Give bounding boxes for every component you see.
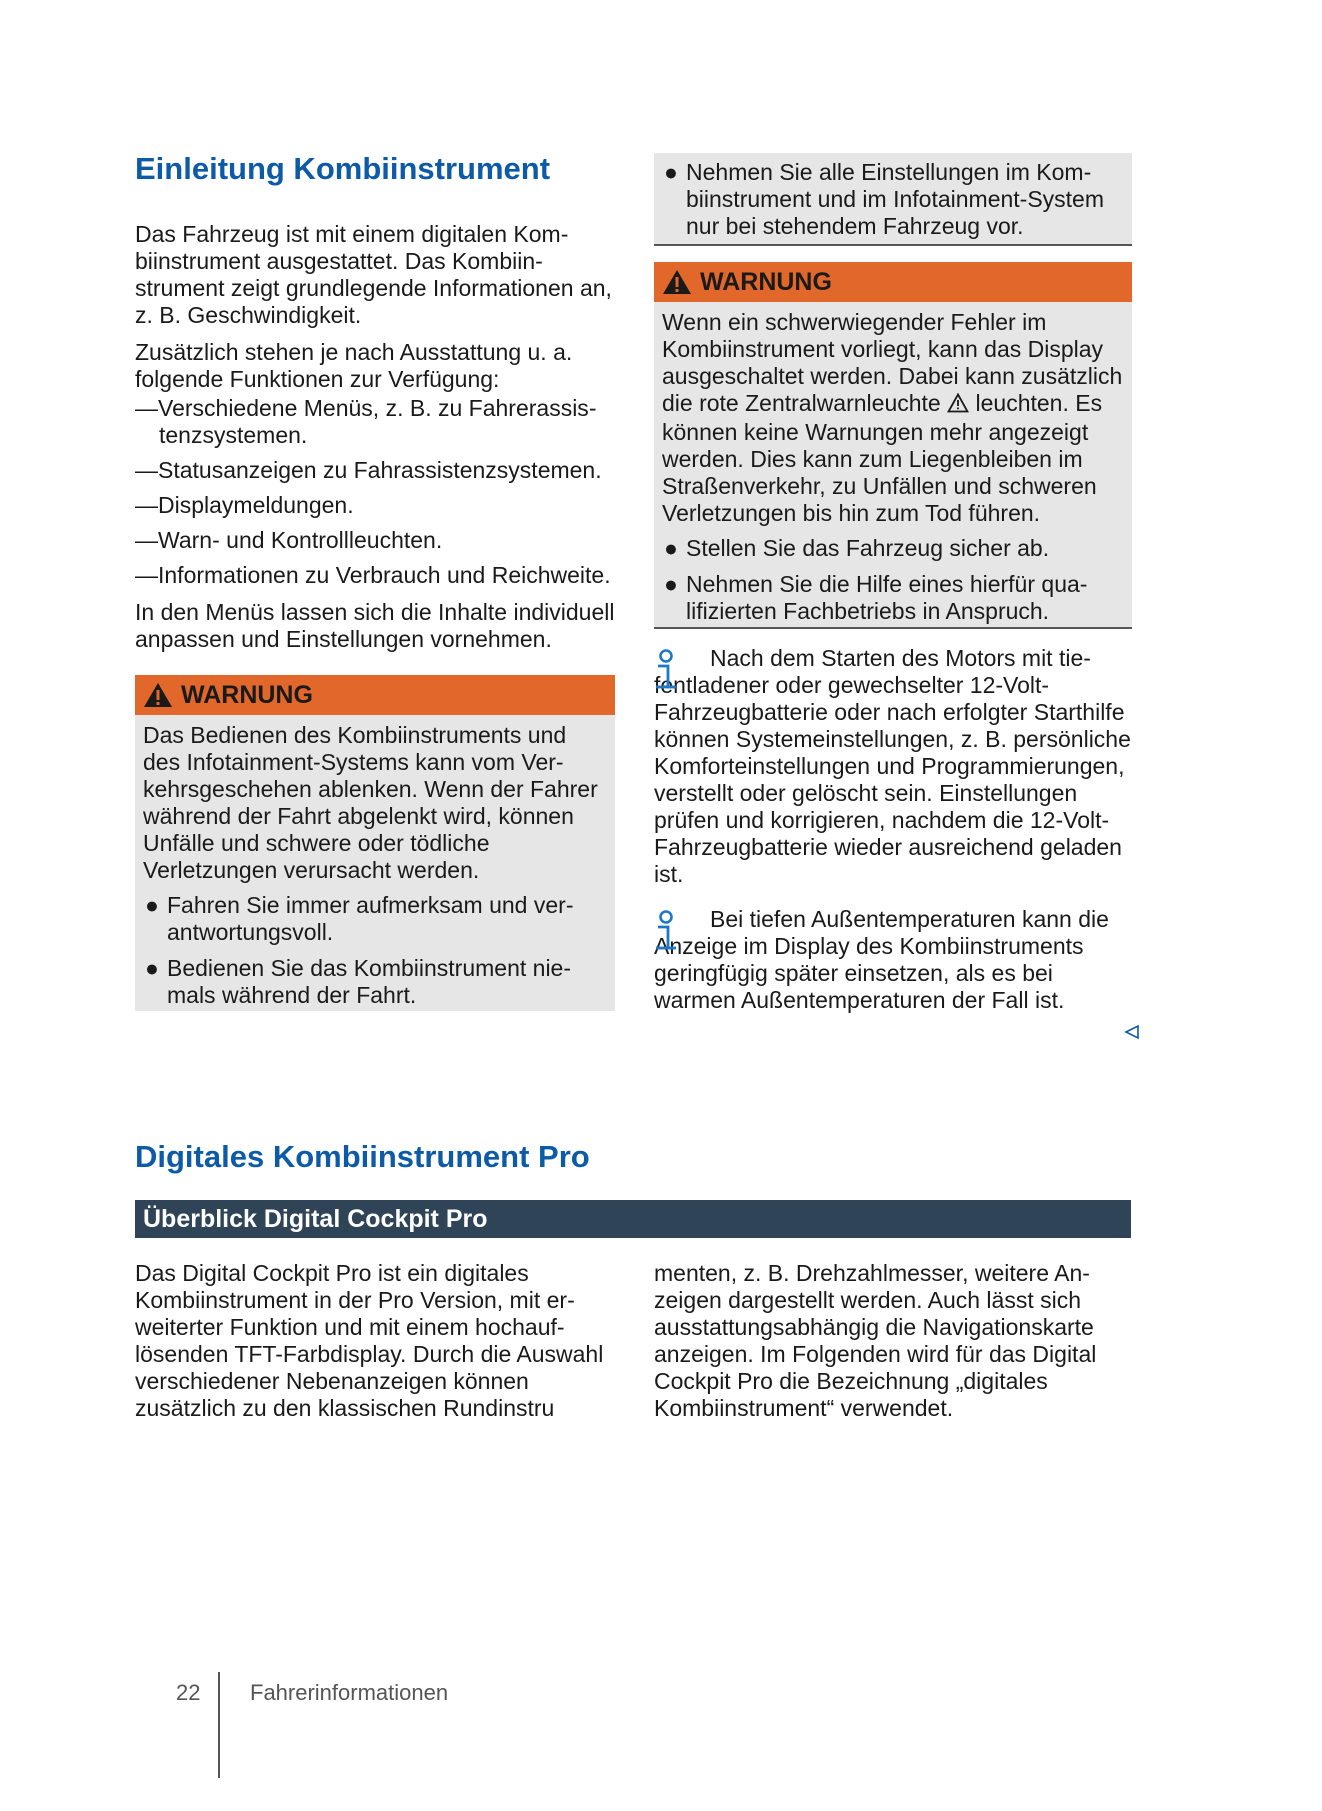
subsection-title: Überblick Digital Cockpit Pro <box>143 1204 488 1233</box>
feature-list <box>135 395 615 589</box>
info-icon <box>654 910 678 959</box>
section-title-einleitung: Einleitung Kombiinstrument <box>135 151 551 186</box>
section-title-digital-pro: Digitales Kombiinstrument Pro <box>135 1139 590 1174</box>
warning-box-right <box>654 262 1132 629</box>
warning-continuation <box>654 153 1132 246</box>
warning-label: WARNUNG <box>700 267 832 296</box>
overview-text-col2: menten, z. B. Drehzahlmesser, weitere Anzeigen dargestellt werden. Auch lässt sich ausstattungsabhängig die Navigationskarte anzeigen. Im Folgenden wird für das Digital Cockpit Pro die Bezeichnung „digitales Kombiinstrument“ verwendet. <box>654 1260 1097 1421</box>
warning-triangle-icon <box>662 269 692 295</box>
list-item: —Statusanzeigen zu Fahrassistenzsystemen. <box>135 457 602 484</box>
left-column <box>135 150 615 1011</box>
warning-header <box>654 262 1132 302</box>
intro-paragraph: Das Fahrzeug ist mit einem digitalen Kombiinstrument ausgestattet. Das Kombiinstrument zeigt grundlegende Informationen an, z. B. Geschwindigkeit. <box>135 221 612 329</box>
bullet-icon: ● <box>145 892 159 919</box>
list-item: —Informationen zu Verbrauch und Reichweite. <box>135 562 611 589</box>
list-item: ● Stellen Sie das Fahrzeug sicher ab. <box>664 535 1050 561</box>
overview-text-col1: Das Digital Cockpit Pro ist ein digitales Kombiinstrument in der Pro Version, mit erweiterter Funktion und mit einem hochauflösenden TFT-Farbdisplay. Durch die Auswahl verschiedener Nebenanzeigen können zusätzlich zu den klassischen Rundinstru <box>135 1260 604 1421</box>
warning-label: WARNUNG <box>181 680 313 709</box>
warning-text: Das Bedienen des Kombiinstruments und des Infotainment-Systems kann vom Verkehrsgeschehen ablenken. Wenn der Fahrer während der Fahrt abgelenkt wird, können Unfälle und schwere oder tödliche Verletzungen verursacht werden. <box>143 722 598 884</box>
list-item: ● Bedienen Sie das Kombiinstrument niemals während der Fahrt. <box>145 955 572 1009</box>
info-note-temperature <box>654 906 1132 1014</box>
warning-bullets <box>662 535 1124 625</box>
info-text: Bei tiefen Außentemperaturen kann die Anzeige im Display des Kombiinstruments geringfügig später einsetzen, als es bei warmen Außentemperaturen der Fall ist. <box>654 906 1109 1013</box>
list-item: ● Nehmen Sie die Hilfe eines hierfür qualifizierten Fachbetriebs in Anspruch. <box>664 571 1088 624</box>
features-intro-paragraph: Zusätzlich stehen je nach Ausstattung u. a. folgende Funktionen zur Verfügung: <box>135 339 573 393</box>
warning-body <box>654 302 1132 627</box>
footer-section-name: Fahrerinformationen <box>250 1680 449 1705</box>
list-item: —Verschiedene Menüs, z. B. zu Fahrerassistenzsystemen. <box>135 395 597 449</box>
page-number: 22 <box>176 1680 201 1705</box>
info-note-battery <box>654 645 1132 888</box>
warning-bullets <box>143 892 607 1009</box>
central-warning-light-icon <box>947 392 969 419</box>
warning-box-left <box>135 675 615 1011</box>
warning-body <box>135 715 615 1011</box>
warning-triangle-icon <box>143 682 173 708</box>
warning-header <box>135 675 615 715</box>
bullet-icon: ● <box>145 955 159 982</box>
list-item: ● Nehmen Sie alle Einstellungen im Kombiinstrument und im Infotainment-System nur bei stehendem Fahrzeug vor. <box>664 159 1105 239</box>
subsection-header-bar <box>135 1200 1131 1238</box>
menu-paragraph: In den Menüs lassen sich die Inhalte individuell anpassen und Einstellungen vornehmen. <box>135 599 615 653</box>
bullet-icon: ● <box>664 535 678 561</box>
info-icon <box>654 649 678 698</box>
info-text: Nach dem Starten des Motors mit tiefentladener oder gewechselter 12-Volt-Fahrzeugbatterie oder nach erfolgter Starthilfe können Systemeinstellungen, z. B. persönliche Komforteinstellungen und Programmierungen, verstellt oder gelöscht sein. Einstellungen prüfen und korrigieren, nachdem die 12-Volt-Fahrzeugbatterie wieder ausreichend geladen ist. <box>654 645 1131 887</box>
list-item: —Warn- und Kontrollleuchten. <box>135 527 443 554</box>
end-of-section-icon <box>1124 1024 1140 1045</box>
footer-divider <box>218 1672 220 1778</box>
list-item: ● Fahren Sie immer aufmerksam und verantwortungsvoll. <box>145 892 574 946</box>
bullet-icon: ● <box>664 571 678 597</box>
warning-text: Wenn ein schwerwiegender Fehler im Kombiinstrument vorliegt, kann das Display ausgeschaltet werden. Dabei kann zusätzlich die rote Zentralwarnleuchte leuchten. Es können keine Warnungen mehr angezeigt werden. Dies kann zum Liegenbleiben im Straßenverkehr, zu Unfällen und schweren Verletzungen bis hin zum Tod führen. <box>662 309 1123 526</box>
list-item: —Displaymeldungen. <box>135 492 354 519</box>
bullet-icon: ● <box>664 159 678 185</box>
right-column <box>654 150 1132 1014</box>
